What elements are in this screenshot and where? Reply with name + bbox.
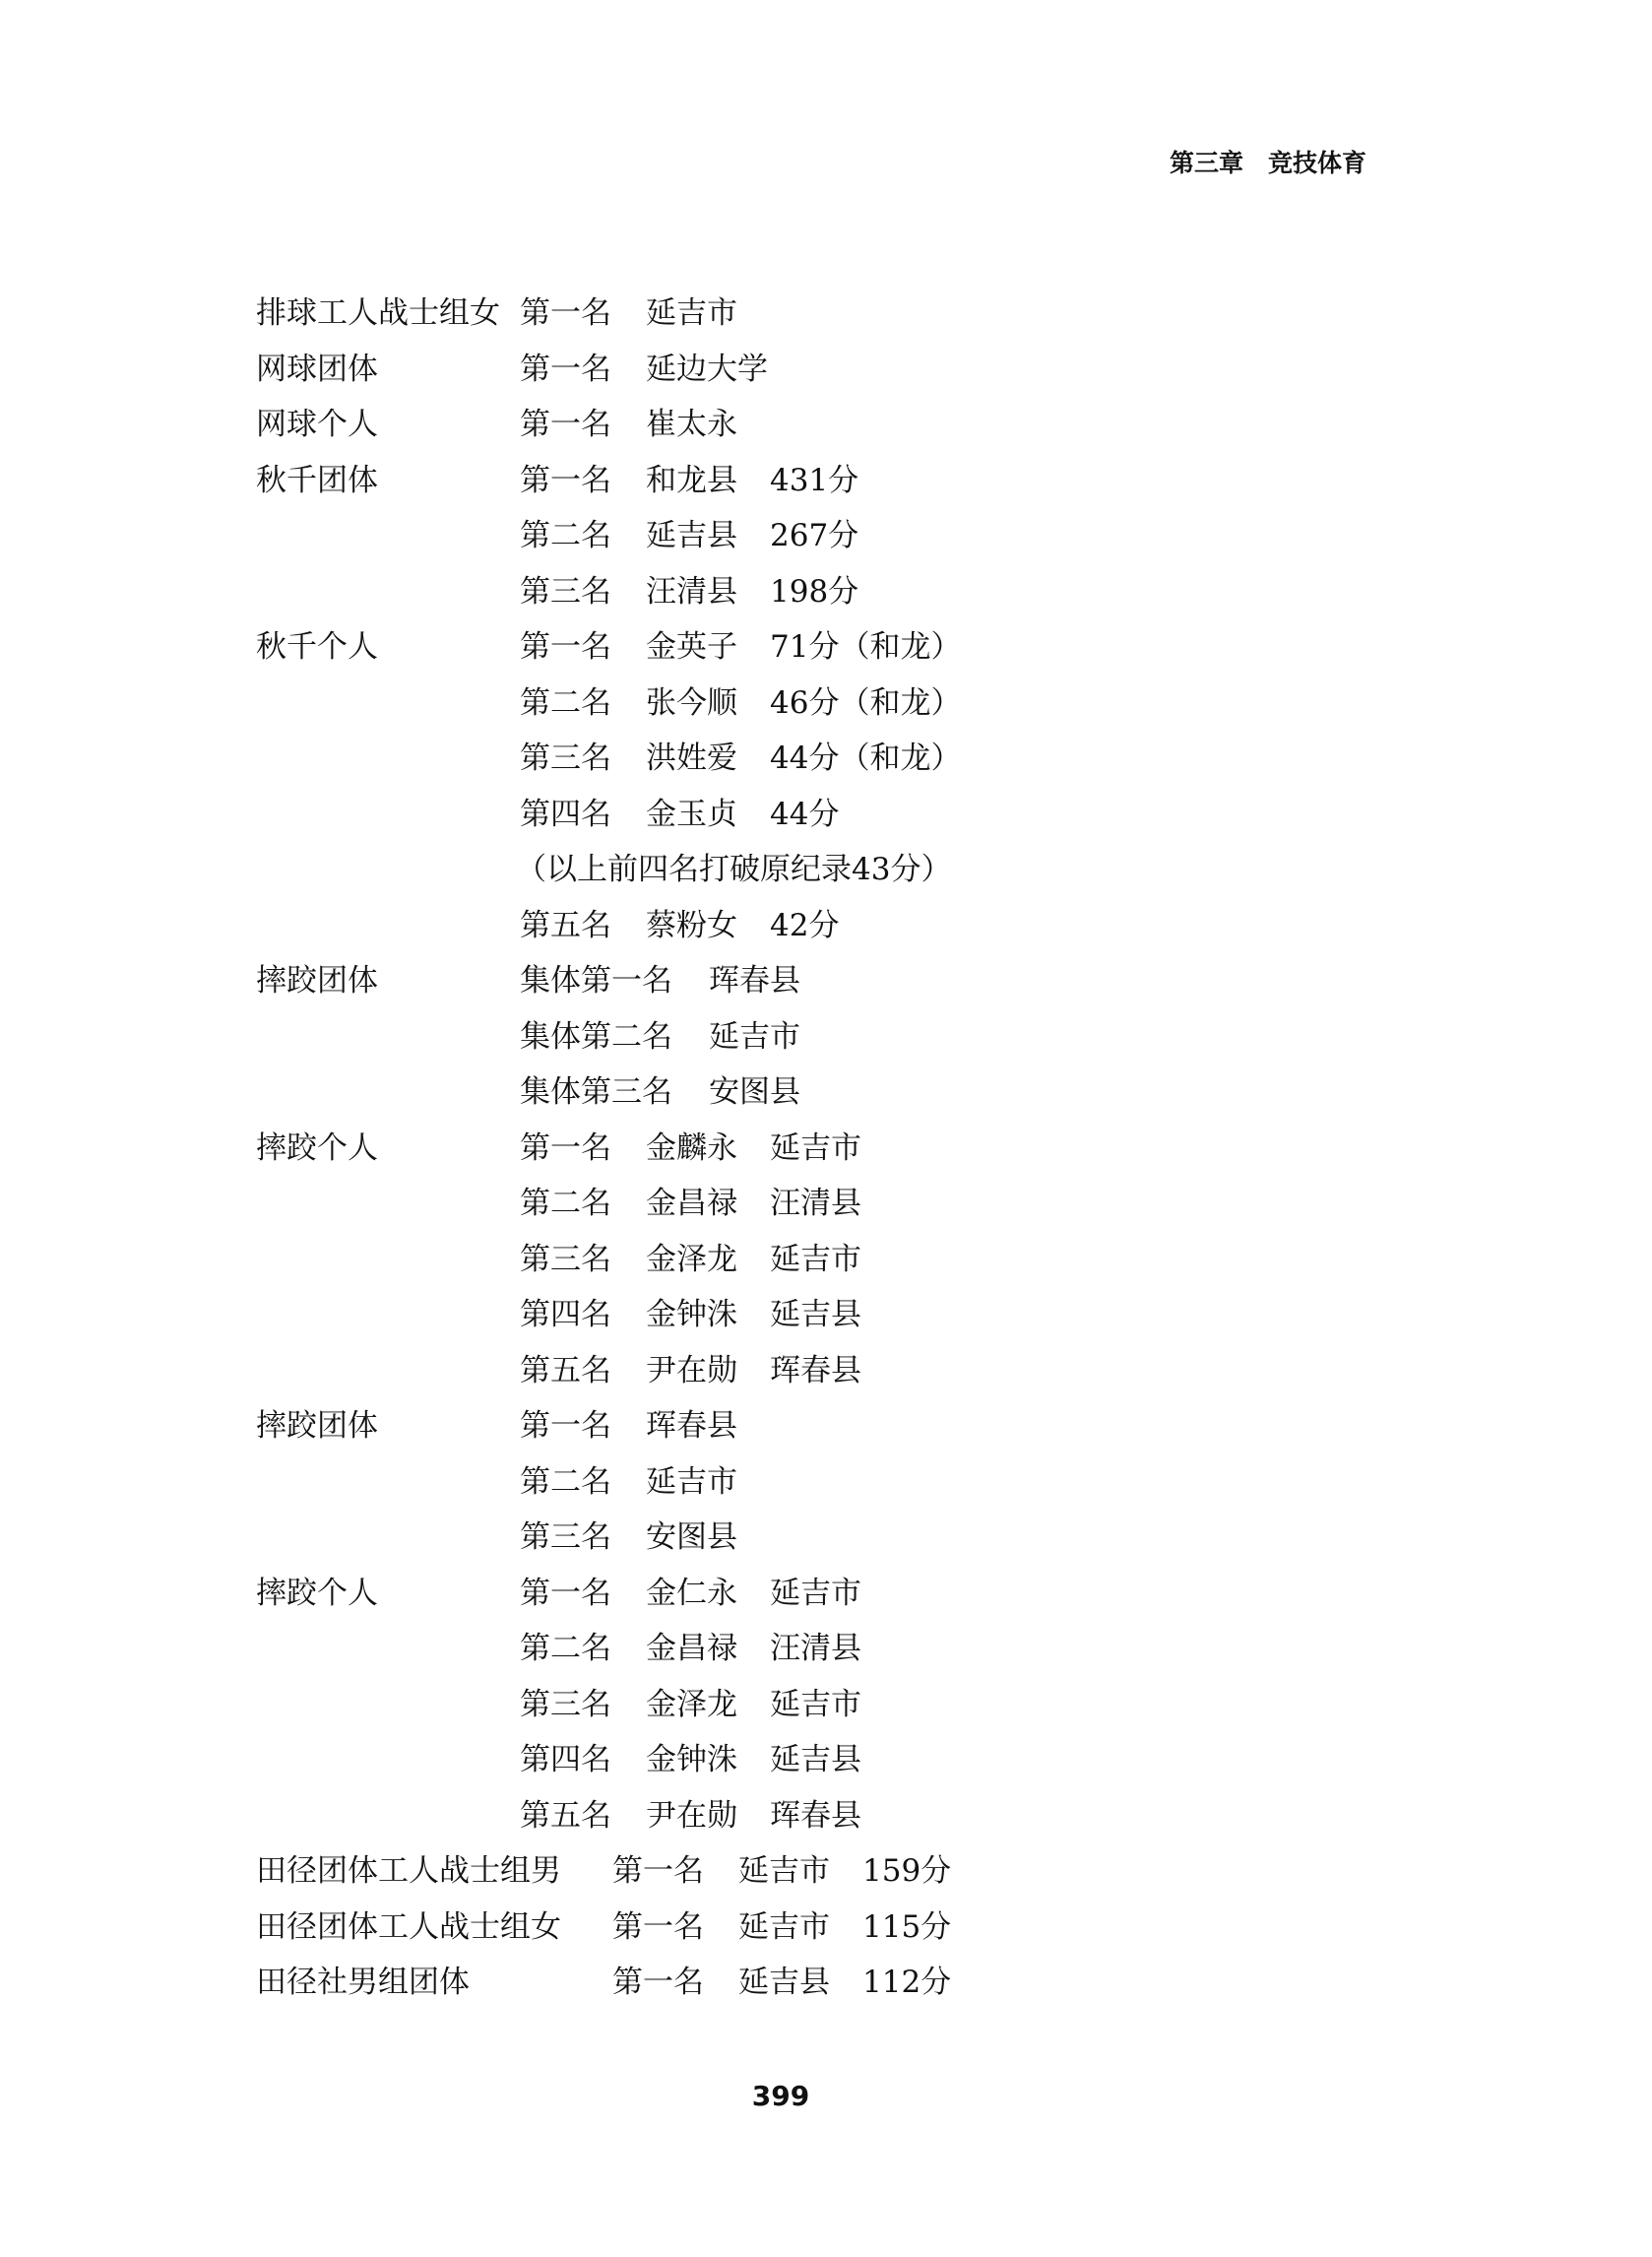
result-line: [256, 1351, 1339, 1390]
result-line: [256, 1184, 1339, 1223]
rank: 第三名: [520, 1242, 611, 1277]
rank: 第五名: [520, 1353, 611, 1388]
result-line: [256, 795, 1339, 834]
event-name: 田径团体工人战士组男: [256, 1853, 561, 1889]
detail: 珲春县: [770, 1798, 861, 1834]
winner: 汪清县: [646, 574, 737, 610]
detail: 延吉县: [770, 1742, 861, 1777]
event-name: 摔跤团体: [256, 1408, 378, 1444]
winner: 安图县: [709, 1074, 800, 1110]
result-line: [256, 1240, 1339, 1279]
rank: 第一名: [520, 629, 611, 665]
detail: 汪清县: [770, 1631, 861, 1666]
winner: 延吉市: [709, 1019, 800, 1055]
detail: 159分: [862, 1853, 952, 1889]
winner: 珲春县: [709, 963, 800, 999]
event-name: 网球团体: [256, 352, 378, 387]
detail: 延吉市: [770, 1576, 861, 1611]
winner: 延吉市: [738, 1909, 830, 1945]
rank: 第一名: [520, 1408, 611, 1444]
rank: 第一名: [520, 295, 611, 331]
winner: 金昌禄: [646, 1186, 737, 1221]
result-line: [256, 461, 1339, 500]
result-line: [256, 405, 1339, 444]
event-name: 摔跤团体: [256, 963, 378, 999]
result-line: [256, 627, 1339, 667]
detail: 46分（和龙）: [770, 685, 962, 721]
result-line: [256, 1740, 1339, 1779]
event-name: 田径社男组团体: [256, 1965, 470, 2000]
result-line: [256, 1907, 1339, 1947]
winner: 金钟洙: [646, 1297, 737, 1332]
rank: 第二名: [520, 1631, 611, 1666]
rank: 第一名: [520, 352, 611, 387]
rank: 第四名: [520, 797, 611, 832]
result-line: [256, 739, 1339, 778]
detail: 汪清县: [770, 1186, 861, 1221]
rank: 集体第二名: [520, 1019, 672, 1055]
event-name: 网球个人: [256, 407, 378, 442]
winner: 延边大学: [646, 352, 768, 387]
event-name: 秋千团体: [256, 463, 378, 498]
detail: 珲春县: [770, 1353, 861, 1388]
winner: 金玉贞: [646, 797, 737, 832]
detail: 延吉市: [770, 1242, 861, 1277]
detail: 431分: [770, 463, 859, 498]
result-line: [256, 293, 1339, 333]
rank: 集体第三名: [520, 1074, 672, 1110]
detail: 115分: [862, 1909, 952, 1945]
event-name: 田径团体工人战士组女: [256, 1909, 561, 1945]
winner: 延吉县: [738, 1965, 830, 2000]
result-line: [256, 1072, 1339, 1112]
result-line: [256, 350, 1339, 389]
result-line: [256, 1629, 1339, 1668]
record-note: （以上前四名打破原纪录43分）: [516, 852, 952, 887]
rank: 集体第一名: [520, 963, 672, 999]
winner: 珲春县: [646, 1408, 737, 1444]
result-line: [256, 1517, 1339, 1557]
rank: 第一名: [612, 1965, 704, 2000]
rank: 第三名: [520, 1687, 611, 1722]
result-line: [256, 1851, 1339, 1891]
detail: 延吉市: [770, 1687, 861, 1722]
event-name: 摔跤个人: [256, 1576, 378, 1611]
rank: 第五名: [520, 1798, 611, 1834]
rank: 第一名: [520, 407, 611, 442]
detail: 71分（和龙）: [770, 629, 962, 665]
winner: 金泽龙: [646, 1242, 737, 1277]
detail: 42分: [770, 908, 840, 943]
winner: 张今顺: [646, 685, 737, 721]
rank: 第三名: [520, 741, 611, 776]
detail: 44分（和龙）: [770, 741, 962, 776]
winner: 和龙县: [646, 463, 737, 498]
rank: 第四名: [520, 1742, 611, 1777]
detail: 198分: [770, 574, 859, 610]
winner: 安图县: [646, 1519, 737, 1555]
winner: 尹在勋: [646, 1353, 737, 1388]
event-name: 摔跤个人: [256, 1130, 378, 1166]
event-name: 秋千个人: [256, 629, 378, 665]
winner: 金钟洙: [646, 1742, 737, 1777]
result-line: [256, 961, 1339, 1000]
rank: 第二名: [520, 518, 611, 553]
detail: 延吉县: [770, 1297, 861, 1332]
page-number: 399: [751, 2080, 810, 2112]
winner: 洪姓爱: [646, 741, 737, 776]
winner: 尹在勋: [646, 1798, 737, 1834]
result-line: [256, 1462, 1339, 1502]
winner: 金麟永: [646, 1130, 737, 1166]
winner: 延吉市: [646, 295, 737, 331]
result-line: [256, 1128, 1339, 1168]
event-name: 排球工人战士组女: [256, 295, 500, 331]
rank: 第三名: [520, 1519, 611, 1555]
result-line: [256, 1295, 1339, 1334]
rank: 第一名: [612, 1853, 704, 1889]
winner: 延吉市: [738, 1853, 830, 1889]
result-line: [256, 850, 1339, 889]
rank: 第三名: [520, 574, 611, 610]
result-line: [256, 516, 1339, 555]
result-line: [256, 1796, 1339, 1836]
winner: 金昌禄: [646, 1631, 737, 1666]
winner: 崔太永: [646, 407, 737, 442]
winner: 金泽龙: [646, 1687, 737, 1722]
rank: 第二名: [520, 1464, 611, 1500]
winner: 延吉县: [646, 518, 737, 553]
result-line: [256, 1406, 1339, 1446]
rank: 第一名: [520, 1130, 611, 1166]
result-line: [256, 683, 1339, 723]
detail: 44分: [770, 797, 840, 832]
running-header: 第三章 竞技体育: [1170, 149, 1367, 177]
rank: 第一名: [520, 1576, 611, 1611]
result-line: [256, 572, 1339, 612]
winner: 金英子: [646, 629, 737, 665]
result-line: [256, 906, 1339, 945]
rank: 第一名: [520, 463, 611, 498]
winner: 金仁永: [646, 1576, 737, 1611]
result-line: [256, 1017, 1339, 1057]
detail: 267分: [770, 518, 859, 553]
rank: 第四名: [520, 1297, 611, 1332]
detail: 延吉市: [770, 1130, 861, 1166]
winner: 蔡粉女: [646, 908, 737, 943]
rank: 第一名: [612, 1909, 704, 1945]
result-line: [256, 1685, 1339, 1724]
result-line: [256, 1574, 1339, 1613]
detail: 112分: [862, 1965, 952, 2000]
winner: 延吉市: [646, 1464, 737, 1500]
rank: 第二名: [520, 685, 611, 721]
rank: 第二名: [520, 1186, 611, 1221]
result-line: [256, 1963, 1339, 2002]
rank: 第五名: [520, 908, 611, 943]
